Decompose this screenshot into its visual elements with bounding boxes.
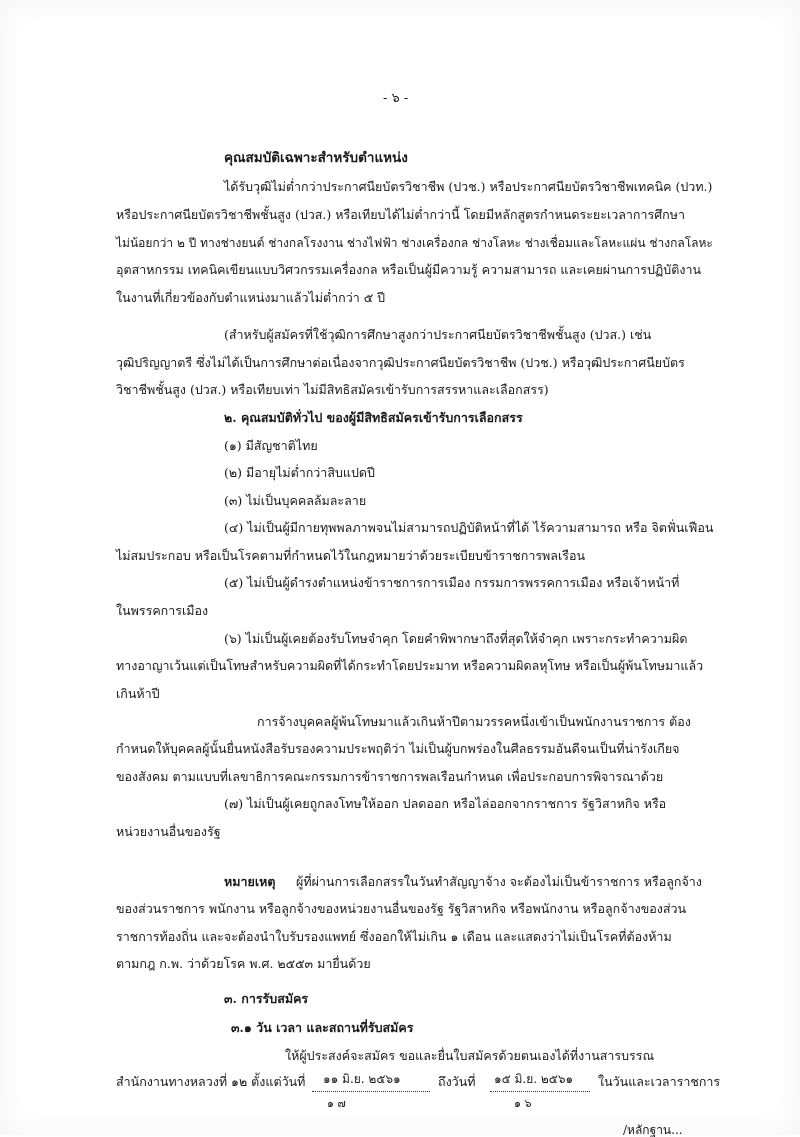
continuation-marker: /หลักฐาน... (623, 1123, 683, 1137)
remark-line: ผู้ที่ผ่านการเลือกสรรในวันทำสัญญาจ้าง จะต้องไม่เป็นข้าราชการ หรือลูกจ้าง (296, 874, 702, 889)
qualification-line: ในงานที่เกี่ยวข้องกับตำแหน่งมาแล้วไม่ต่ำกว่า ๕ ปี (116, 290, 386, 305)
apply-line-to: ถึงวันที่ (438, 1074, 476, 1089)
page-number: - ๖ - (383, 91, 409, 106)
date-field-underline (490, 1091, 590, 1092)
general-item-cont: เกินห้าปี (116, 686, 160, 701)
date-field-underline (312, 1091, 430, 1092)
general-item: (๖) ไม่เป็นผู้เคยต้องรับโทษจำคุก โดยคำพิพากษาถึงที่สุดให้จำคุก เพราะกระทำความผิด (224, 631, 688, 646)
general-item: (๗) ไม่เป็นผู้เคยถูกลงโทษให้ออก ปลดออก หรือไล่ออกจากราชการ รัฐวิสาหกิจ หรือ (224, 796, 667, 811)
apply-line: ให้ผู้ประสงค์จะสมัคร ขอและยื่นใบสมัครด้วยตนเองได้ที่งานสารบรรณ (285, 1048, 655, 1063)
general-item-cont: ทางอาญาเว้นแต่เป็นโทษสำหรับความผิดที่ได้กระทำโดยประมาท หรือความผิดลหุโทษ หรือเป็นผู้พ้นโทษมาแล้ว (116, 658, 704, 673)
remark-line: ของส่วนราชการ พนักงาน หรือลูกจ้างของหน่วยงานอื่นของรัฐ รัฐวิสาหกิจ หรือพนักงาน หรือลูกจ้างของส่วน (116, 901, 687, 916)
start-date: ๑๑ มิ.ย. ๒๕๖๑ (323, 1072, 401, 1086)
general-item: (๕) ไม่เป็นผู้ดำรงตำแหน่งข้าราชการการเมือง กรรมการพรรคการเมือง หรือเจ้าหน้าที่ (224, 575, 680, 590)
degree-note-line: (สำหรับผู้สมัครที่ใช้วุฒิการศึกษาสูงกว่าประกาศนียบัตรวิชาชีพชั้นสูง (ปวส.) เช่น (224, 327, 652, 342)
handwritten-mark: ๑ ๖ (514, 1097, 532, 1110)
general-item: (๑) มีสัญชาติไทย (224, 438, 318, 453)
degree-note-line: วิชาชีพชั้นสูง (ปวส.) หรือเทียบเท่า ไม่มีสิทธิสมัครเข้ารับการสรรหาและเลือกสรร) (116, 382, 549, 397)
apply-line-hours: ในวันและเวลาราชการ (598, 1074, 721, 1089)
general-item-cont: หน่วยงานอื่นของรัฐ (116, 824, 221, 839)
degree-note-line: วุฒิปริญญาตรี ซึ่งไม่ได้เป็นการศึกษาต่อเนื่องจากวุฒิประกาศนียบัตรวิชาชีพ (ปวช.) หรือวุฒิประกาศนียบัตร (116, 355, 685, 370)
remark-line: ราชการท้องถิ่น และจะต้องนำใบรับรองแพทย์ ซึ่งออกให้ไม่เกิน ๑ เดือน และแสดงว่าไม่เป็นโรคที่ต้องห้าม (116, 929, 672, 944)
qualification-line: อุตสาหกรรม เทคนิคเขียนแบบวิศวกรรมเครื่องกล หรือเป็นผู้มีความรู้ ความสามารถ และเคยผ่านการปฏิบัติงาน (116, 262, 702, 277)
paragraph-line: กำหนดให้บุคคลผู้นั้นยื่นหนังสือรับรองความประพฤติว่า ไม่เป็นผู้บกพร่องในศีลธรรมอันดีจนเป็นที่น่ารังเกียจ (116, 741, 680, 756)
end-date: ๑๕ มิ.ย. ๒๕๖๑ (494, 1072, 574, 1086)
qualification-line: หรือประกาศนียบัตรวิชาชีพชั้นสูง (ปวส.) หรือเทียบได้ไม่ต่ำกว่านี้ โดยมีหลักสูตรกำหนดระยะเวลาการศึกษา (116, 207, 685, 222)
section-3-1-title: ๓.๑ วัน เวลา และสถานที่รับสมัคร (231, 1020, 414, 1035)
remark-line: ตามกฎ ก.พ. ว่าด้วยโรค พ.ศ. ๒๕๕๓ มายื่นด้วย (116, 956, 371, 971)
qualification-line: ได้รับวุฒิไม่ต่ำกว่าประกาศนียบัตรวิชาชีพ (ปวช.) หรือประกาศนียบัตรวิชาชีพเทคนิค (ปวท.) (224, 179, 713, 194)
paragraph-line: ของสังคม ตามแบบที่เลขาธิการคณะกรรมการข้าราชการพลเรือนกำหนด เพื่อประกอบการพิจารณาด้วย (116, 769, 664, 784)
paragraph-line: การจ้างบุคคลผู้พ้นโทษมาแล้วเกินห้าปีตามวรรคหนึ่งเข้าเป็นพนักงานราชการ ต้อง (257, 714, 691, 729)
general-item: (๔) ไม่เป็นผู้มีกายทุพพลภาพจนไม่สามารถปฏิบัติหน้าที่ได้ ไร้ความสามารถ หรือ จิตฟั่นเฟือน (224, 520, 714, 535)
general-item: (๒) มีอายุไม่ต่ำกว่าสิบแปดปี (224, 465, 375, 480)
general-item-cont: ไม่สมประกอบ หรือเป็นโรคตามที่กำหนดไว้ในกฎหมายว่าด้วยระเบียบข้าราชการพลเรือน (116, 548, 586, 563)
qualification-line: ไม่น้อยกว่า ๒ ปี ทางช่างยนต์ ช่างกลโรงงาน ช่างไฟฟ้า ช่างเครื่องกล ช่างโลหะ ช่างเชื่อมและโลหะแผ่น ช่างกลโลหะ (116, 236, 713, 250)
general-item-cont: ในพรรคการเมือง (116, 603, 209, 618)
general-item: (๓) ไม่เป็นบุคคลล้มละลาย (224, 493, 367, 508)
remark-label: หมายเหตุ (224, 874, 276, 889)
section-2-title: ๒. คุณสมบัติทั่วไป ของผู้มีสิทธิสมัครเข้ารับการเลือกสรร (224, 410, 523, 425)
apply-line-office: สำนักงานทางหลวงที่ ๑๒ ตั้งแต่วันที่ (116, 1074, 306, 1089)
section-title: คุณสมบัติเฉพาะสำหรับตำแหน่ง (224, 150, 408, 166)
section-3-title: ๓. การรับสมัคร (224, 991, 309, 1006)
handwritten-mark: ๑ ๗ (327, 1097, 346, 1110)
